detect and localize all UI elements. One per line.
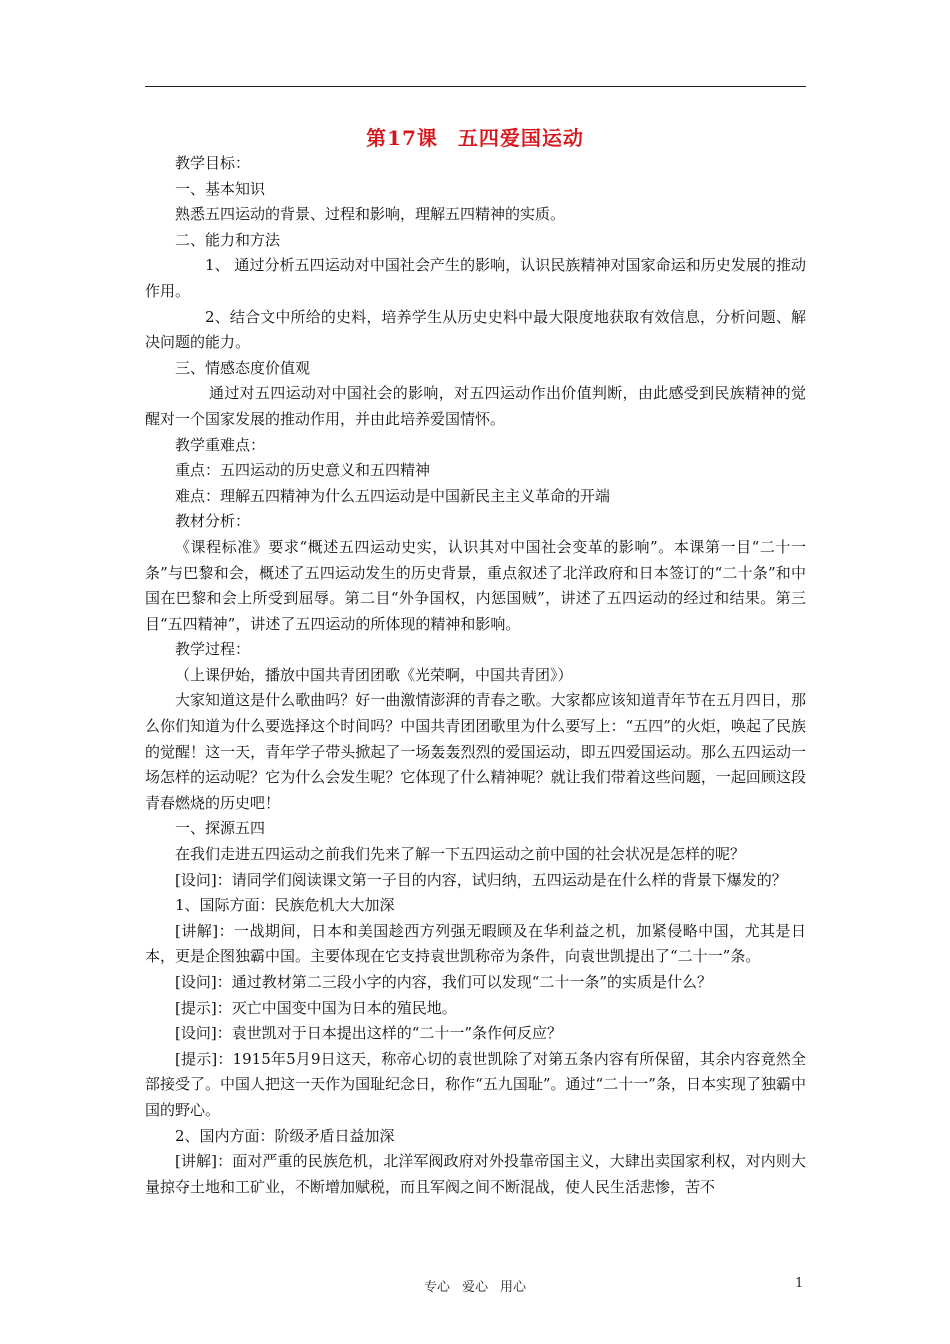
footer-word-1: 专心 — [423, 1280, 450, 1295]
page-title — [0, 126, 950, 150]
paragraph: 通过对五四运动对中国社会的影响，对五四运动作出价值判断，由此感受到民族精神的觉醒对一个国家发展的推动作用，并由此培养爱国情怀。 — [145, 384, 806, 428]
paragraph: [讲解]：面对严重的民族危机，北洋军阀政府对外投靠帝国主义，大肆出卖国家利权，对内则大量掠夺土地和工矿业，不断增加赋税，而且军阀之间不断混战，使人民生活悲惨，苦不 — [145, 1152, 806, 1196]
paragraph: 大家知道这是什么歌曲吗？好一曲激情澎湃的青春之歌。大家都应该知道青年节在五月四日，那么你们知道为什么要选择这个时间吗？中国共青团团歌里为什么要写上：“五四”的火炬，唤起了民族的觉醒！这一天，青年学子带头掀起了一场轰轰烈烈的爱国运动，即五四爱国运动。那么五四运动一场怎样的运动呢？它为什么会发生呢？它体现了什么精神呢？就让我们带着这些问题，一起回顾这段青春燃烧的历史吧！ — [145, 691, 806, 812]
footer-word-2: 爱心 — [461, 1280, 488, 1295]
paragraph: 教材分析： — [175, 512, 251, 531]
paragraph: 熟悉五四运动的背景、过程和影响，理解五四精神的实质。 — [175, 205, 566, 224]
document-body — [145, 151, 806, 1200]
page-footer — [0, 1276, 950, 1295]
paragraph: 重点：五四运动的历史意义和五四精神 — [175, 461, 431, 480]
paragraph: [提示]：灭亡中国变中国为日本的殖民地。 — [175, 998, 457, 1017]
lesson-title: 五四爱国运动 — [457, 126, 584, 150]
paragraph: 2、结合文中所给的史料，培养学生从历史史料中最大限度地获取有效信息，分析问题、解决问题的能力。 — [145, 307, 806, 352]
page-number: 1 — [795, 1276, 804, 1291]
paragraph: 1、国际方面：民族危机大大加深 — [175, 896, 395, 915]
paragraph: [提示]：1915年5月9日这天，称帝心切的袁世凯除了对第五条内容有所保留，其余内容竟然全部接受了。中国人把这一天作为国耻纪念日，称作“五九国耻”。通过“二十一”条，日本实现了独霸中国的野心。 — [145, 1049, 806, 1119]
paragraph: 难点：理解五四精神为什么五四运动是中国新民主主义革命的开端 — [175, 486, 611, 505]
paragraph: [讲解]：一战期间，日本和美国趁西方列强无暇顾及在华利益之机，加紧侵略中国，尤其是日本，更是企图独霸中国。主要体现在它支持袁世凯称帝为条件，向袁世凯提出了“二十一”条。 — [145, 921, 806, 966]
paragraph: [设问]：请同学们阅读课文第一子目的内容，试归纳，五四运动是在什么样的背景下爆发的？ — [175, 870, 787, 889]
paragraph: 《课程标准》要求“概述五四运动史实，认识其对中国社会变革的影响”。本课第一目“二十一条”与巴黎和会，概述了五四运动发生的历史背景，重点叙述了北洋政府和日本签订的“二十条”和中国在巴黎和会上所受到屈辱。第二目“外争国权，内惩国贼”，讲述了五四运动的经过和结果。第三目“五四精神”，讲述了五四运动的所体现的精神和影响。 — [145, 537, 806, 633]
paragraph: 在我们走进五四运动之前我们先来了解一下五四运动之前中国的社会状况是怎样的呢？ — [175, 845, 746, 864]
paragraph: （上课伊始，播放中国共青团团歌《光荣啊，中国共青团》） — [175, 665, 573, 684]
paragraph: 一、探源五四 — [175, 819, 266, 838]
lesson-number: 第17课 — [366, 126, 438, 150]
paragraph: 教学目标： — [175, 154, 251, 172]
paragraph: [设问]：袁世凯对于日本提出这样的“二十一”条作何反应？ — [175, 1024, 563, 1043]
paragraph: 2、国内方面：阶级矛盾日益加深 — [175, 1126, 395, 1145]
footer-word-3: 用心 — [500, 1280, 527, 1295]
paragraph: 一、基本知识 — [175, 179, 266, 198]
paragraph: [设问]：通过教材第二三段小字的内容，我们可以发现“二十一条”的实质是什么？ — [175, 973, 713, 991]
paragraph: 教学过程： — [175, 640, 251, 659]
paragraph: 教学重难点： — [175, 435, 266, 454]
paragraph: 二、能力和方法 — [175, 230, 281, 249]
paragraph: 1、 通过分析五四运动对中国社会产生的影响，认识民族精神对国家命运和历史发展的推动作用。 — [145, 256, 806, 300]
header-rule — [145, 86, 806, 87]
paragraph: 三、情感态度价值观 — [175, 358, 311, 377]
